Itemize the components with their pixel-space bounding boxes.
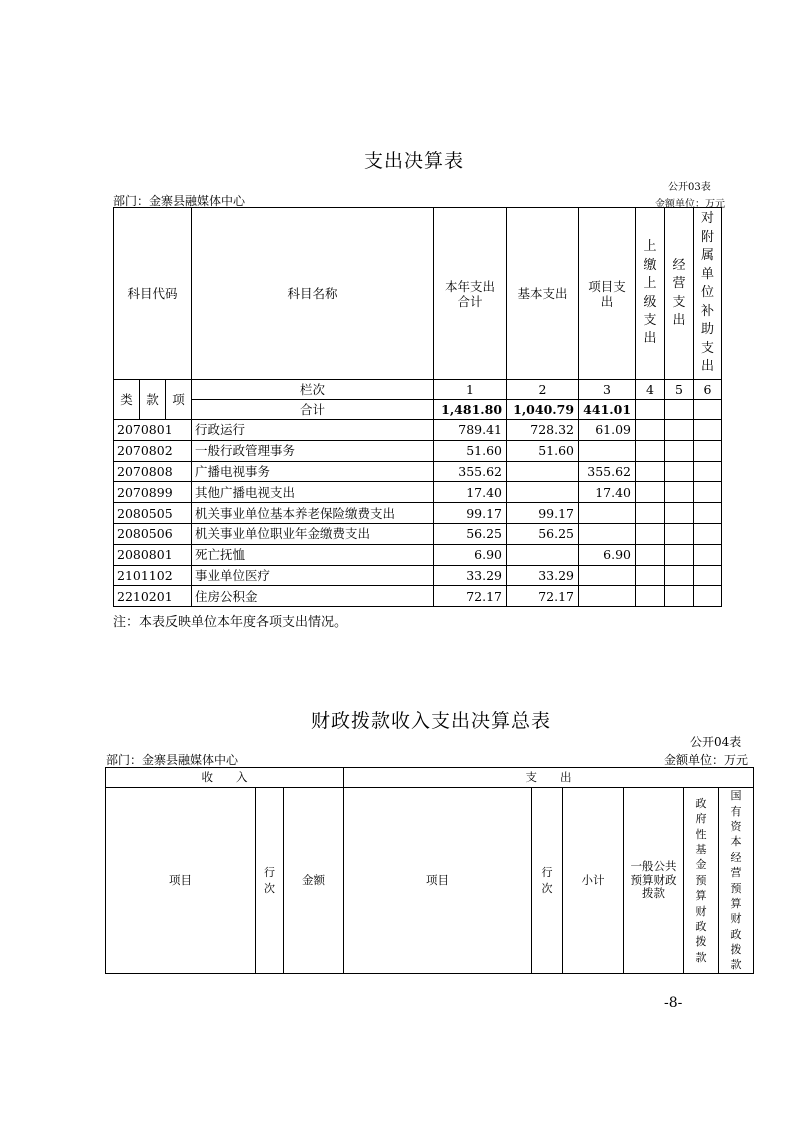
sum-total: 1,481.80	[434, 400, 507, 420]
income-header: 收 入	[106, 768, 344, 788]
row-upper	[636, 586, 665, 607]
row-project	[579, 523, 636, 544]
row-name: 死亡抚恤	[192, 544, 434, 565]
header-project: 项目支出	[579, 208, 636, 380]
header-lei: 类	[114, 380, 140, 420]
row-business	[665, 544, 694, 565]
row-business	[665, 482, 694, 503]
row-basic: 51.60	[507, 440, 579, 461]
expenditure-table	[113, 207, 722, 607]
sum-row	[114, 400, 722, 420]
row-subsidy	[694, 565, 722, 586]
row-basic: 56.25	[507, 523, 579, 544]
table-row	[114, 565, 722, 586]
table-row	[114, 420, 722, 441]
row-total: 51.60	[434, 440, 507, 461]
row-code: 2101102	[114, 565, 192, 586]
fiscal-summary-table	[105, 767, 754, 974]
row-code: 2070802	[114, 440, 192, 461]
header-business: 经营支出	[665, 208, 694, 380]
row-project: 61.09	[579, 420, 636, 441]
sum-basic: 1,040.79	[507, 400, 579, 420]
header-item-income: 项目	[106, 788, 256, 974]
row-total: 17.40	[434, 482, 507, 503]
col-index-6: 6	[694, 380, 722, 400]
section-header-row	[106, 768, 754, 788]
row-basic: 99.17	[507, 503, 579, 524]
col-index-2: 2	[507, 380, 579, 400]
row-subsidy	[694, 461, 722, 482]
row-business	[665, 503, 694, 524]
row-code: 2080506	[114, 523, 192, 544]
row-upper	[636, 523, 665, 544]
header-upper: 上缴上级支出	[636, 208, 665, 380]
sum-upper	[636, 400, 665, 420]
row-subsidy	[694, 482, 722, 503]
row-subsidy	[694, 440, 722, 461]
header-name: 科目名称	[192, 208, 434, 380]
header-state-capital: 国有资本经营预算财政拨款	[719, 788, 754, 974]
table2-department: 部门：金寨县融媒体中心	[106, 753, 239, 767]
row-total: 56.25	[434, 523, 507, 544]
header-row-income: 行次	[256, 788, 284, 974]
expense-header: 支 出	[344, 768, 754, 788]
row-code: 2210201	[114, 586, 192, 607]
row-total: 33.29	[434, 565, 507, 586]
row-business	[665, 461, 694, 482]
header-gov-fund: 政府性基金预算财政拨款	[684, 788, 719, 974]
row-total: 72.17	[434, 586, 507, 607]
row-name: 机关事业单位基本养老保险缴费支出	[192, 503, 434, 524]
table1-unit: 金额单位：万元	[655, 199, 725, 210]
row-upper	[636, 420, 665, 441]
header-item-expense: 项目	[344, 788, 532, 974]
col-index-1: 1	[434, 380, 507, 400]
row-total: 99.17	[434, 503, 507, 524]
row-project: 6.90	[579, 544, 636, 565]
row-upper	[636, 440, 665, 461]
header-general-budget: 一般公共预算财政拨款	[624, 788, 684, 974]
row-total: 6.90	[434, 544, 507, 565]
table2-unit: 金额单位：万元	[664, 753, 749, 767]
sum-subsidy	[694, 400, 722, 420]
row-code: 2080801	[114, 544, 192, 565]
row-business	[665, 586, 694, 607]
row-project	[579, 503, 636, 524]
table2-title: 财政拨款收入支出决算总表	[311, 710, 552, 732]
row-basic	[507, 461, 579, 482]
row-upper	[636, 461, 665, 482]
row-name: 事业单位医疗	[192, 565, 434, 586]
table1-note: 注：本表反映单位本年度各项支出情况。	[113, 615, 348, 630]
row-basic: 728.32	[507, 420, 579, 441]
row-project	[579, 440, 636, 461]
row-code: 2070899	[114, 482, 192, 503]
table-row	[114, 523, 722, 544]
row-name: 一般行政管理事务	[192, 440, 434, 461]
row-business	[665, 420, 694, 441]
table1-title: 支出决算表	[364, 150, 465, 172]
table-row	[114, 503, 722, 524]
header-kuan: 款	[140, 380, 166, 420]
row-code: 2080505	[114, 503, 192, 524]
table-row	[114, 482, 722, 503]
column-header-row	[106, 788, 754, 974]
row-subsidy	[694, 523, 722, 544]
sum-project: 441.01	[579, 400, 636, 420]
row-upper	[636, 503, 665, 524]
table1-department: 部门：金寨县融媒体中心	[113, 194, 246, 208]
row-name: 广播电视事务	[192, 461, 434, 482]
row-name: 机关事业单位职业年金缴费支出	[192, 523, 434, 544]
row-upper	[636, 482, 665, 503]
row-basic	[507, 482, 579, 503]
table-row	[114, 544, 722, 565]
header-xiang: 项	[166, 380, 192, 420]
col-index-5: 5	[665, 380, 694, 400]
header-subsidy: 对附属单位补助支出	[694, 208, 722, 380]
header-row-expense: 行次	[532, 788, 563, 974]
header-row	[114, 208, 722, 380]
row-code: 2070808	[114, 461, 192, 482]
row-subsidy	[694, 503, 722, 524]
column-index-row	[114, 380, 722, 400]
row-upper	[636, 544, 665, 565]
row-business	[665, 440, 694, 461]
row-basic: 33.29	[507, 565, 579, 586]
header-code: 科目代码	[114, 208, 192, 380]
table-row	[114, 440, 722, 461]
row-total: 355.62	[434, 461, 507, 482]
row-basic: 72.17	[507, 586, 579, 607]
row-business	[665, 523, 694, 544]
row-project	[579, 586, 636, 607]
row-name: 住房公积金	[192, 586, 434, 607]
col-index-4: 4	[636, 380, 665, 400]
sum-label: 合计	[192, 400, 434, 420]
row-subsidy	[694, 586, 722, 607]
table2-form-no: 公开04表	[690, 735, 742, 749]
row-subsidy	[694, 544, 722, 565]
row-project: 17.40	[579, 482, 636, 503]
header-subtotal: 小计	[563, 788, 624, 974]
row-code: 2070801	[114, 420, 192, 441]
header-lanci: 栏次	[192, 380, 434, 400]
col-index-3: 3	[579, 380, 636, 400]
row-subsidy	[694, 420, 722, 441]
row-project: 355.62	[579, 461, 636, 482]
table-row	[114, 586, 722, 607]
header-amount: 金额	[284, 788, 344, 974]
row-project	[579, 565, 636, 586]
header-total: 本年支出合计	[434, 208, 507, 380]
table1-form-no: 公开03表	[668, 182, 711, 193]
row-basic	[507, 544, 579, 565]
sum-business	[665, 400, 694, 420]
page-number: -8-	[664, 995, 683, 1011]
row-business	[665, 565, 694, 586]
header-basic: 基本支出	[507, 208, 579, 380]
row-total: 789.41	[434, 420, 507, 441]
row-upper	[636, 565, 665, 586]
row-name: 行政运行	[192, 420, 434, 441]
table-row	[114, 461, 722, 482]
row-name: 其他广播电视支出	[192, 482, 434, 503]
